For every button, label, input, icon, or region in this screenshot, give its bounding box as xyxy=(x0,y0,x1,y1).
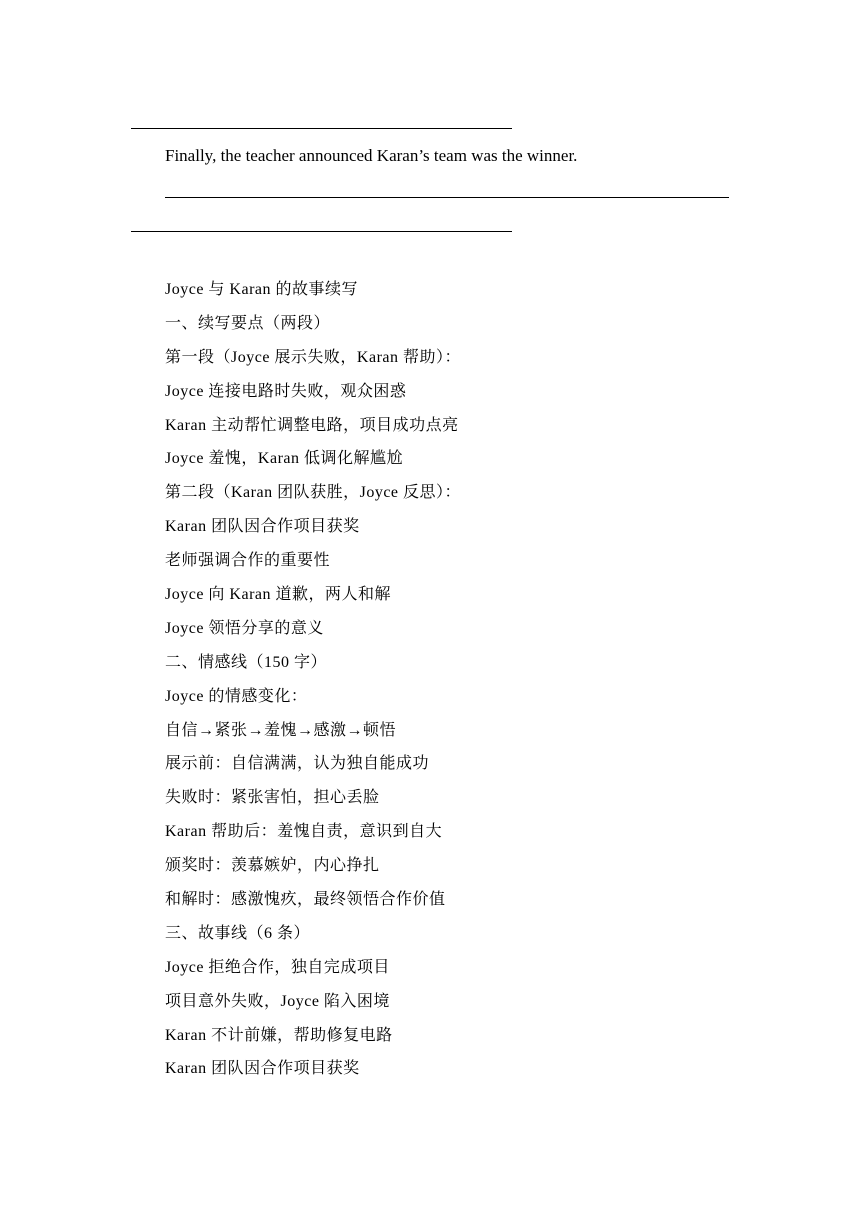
outline-item: 和解时：感激愧疚，最终领悟合作价值 xyxy=(165,891,446,909)
outline-item: Joyce 的情感变化： xyxy=(165,687,308,705)
section-heading: 三、故事线（6 条） xyxy=(165,924,311,942)
outline-item: 展示前：自信满满，认为独自能成功 xyxy=(165,755,430,773)
outline-item: Joyce 拒绝合作，独自完成项目 xyxy=(165,958,390,976)
outline-item: 失败时：紧张害怕，担心丢脸 xyxy=(165,789,380,807)
paragraph-opening-sentence: Finally, the teacher announced Karan’s team was the winner. xyxy=(165,146,578,165)
outline-title: Joyce 与 Karan 的故事续写 xyxy=(165,281,359,298)
outline-item: Karan 帮助后：羞愧自责，意识到自大 xyxy=(165,823,443,841)
outline-item: Joyce 向 Karan 道歉，两人和解 xyxy=(165,586,392,604)
outline-item: 自信→紧张→羞愧→感激→顿悟 xyxy=(165,721,397,739)
outline-item: 老师强调合作的重要性 xyxy=(165,552,331,570)
writing-line xyxy=(131,128,512,129)
paragraph-heading: 第一段（Joyce 展示失败，Karan 帮助）： xyxy=(165,348,462,366)
paragraph-heading: 第二段（Karan 团队获胜，Joyce 反思）： xyxy=(165,484,462,502)
outline-item: Karan 不计前嫌，帮助修复电路 xyxy=(165,1026,393,1044)
outline-item: Joyce 羞愧，Karan 低调化解尴尬 xyxy=(165,450,404,468)
writing-line xyxy=(165,197,729,198)
outline-item: Karan 主动帮忙调整电路，项目成功点亮 xyxy=(165,416,459,434)
writing-line xyxy=(131,231,512,232)
outline-item: Joyce 领悟分享的意义 xyxy=(165,619,324,637)
story-outline xyxy=(165,277,461,1090)
outline-item: Karan 团队因合作项目获奖 xyxy=(165,518,360,536)
outline-item: Karan 团队因合作项目获奖 xyxy=(165,1060,360,1078)
outline-item: 颁奖时：羡慕嫉妒，内心挣扎 xyxy=(165,857,380,875)
section-heading: 一、续写要点（两段） xyxy=(165,314,331,332)
outline-item: 项目意外失败，Joyce 陷入困境 xyxy=(165,992,390,1010)
section-heading: 二、情感线（150 字） xyxy=(165,653,328,671)
outline-item: Joyce 连接电路时失败，观众困惑 xyxy=(165,382,407,400)
